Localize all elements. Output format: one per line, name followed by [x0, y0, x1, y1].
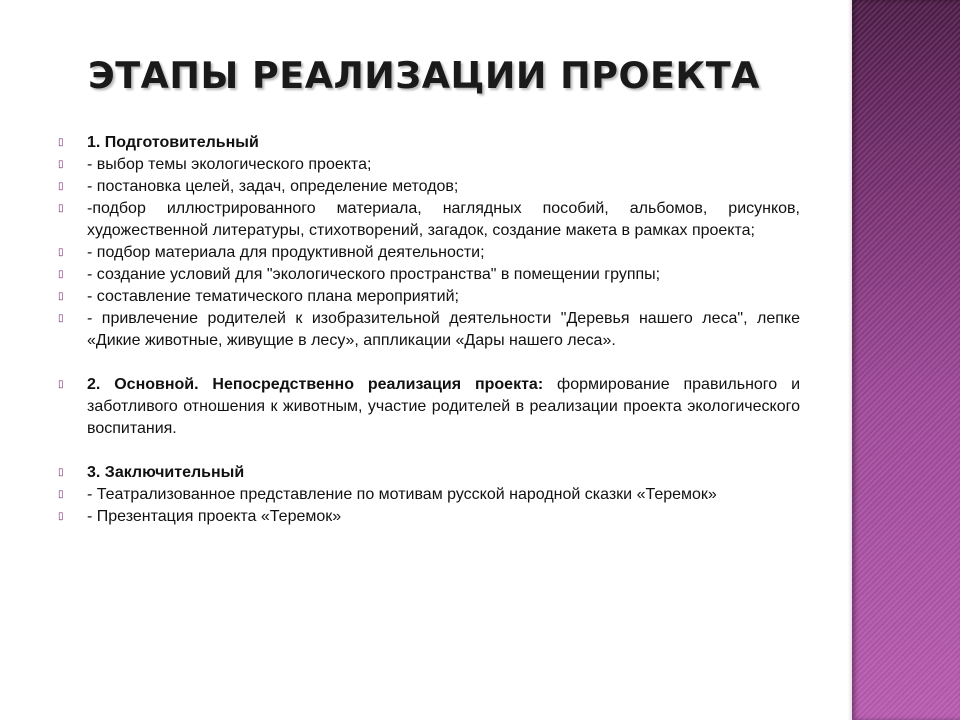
stages-list [58, 132, 800, 528]
stage3-item-2: ▯ - Презентация проекта «Теремок» [58, 506, 800, 528]
stage1-item-5: ▯ - создание условий для "экологического пространства" в помещении группы; [58, 264, 800, 286]
slide-title: ЭТАПЫ РЕАЛИЗАЦИИ ПРОЕКТА [88, 54, 760, 97]
stage3-item-1: ▯ - Театрализованное представление по мотивам русской народной сказки «Теремок» [58, 484, 800, 506]
stage1-item-4: ▯ - подбор материала для продуктивной деятельности; [58, 242, 800, 264]
decorative-side-band [852, 0, 960, 720]
stage1-heading: ▯ 1. Подготовительный [58, 132, 800, 154]
stage1-item-2: ▯ - постановка целей, задач, определение методов; [58, 176, 800, 198]
stage2-paragraph [58, 374, 800, 440]
stage1-item-3: ▯ -подбор иллюстрированного материала, наглядных пособий, альбомов, рисунков, художественной литературы, стихотворений, загадок, создание макета в рамках проекта; [58, 198, 800, 242]
stage1-item-7: ▯ - привлечение родителей к изобразительной деятельности "Деревья нашего леса", лепке «Дикие животные, живущие в лесу», аппликации «Дары нашего леса». [58, 308, 800, 352]
spacer [58, 352, 800, 374]
stage2-text: формирование правильного и заботливого отношения к животным, участие родителей в реализации проекта экологического воспитания. [87, 376, 801, 437]
spacer [58, 440, 800, 462]
stage1-item-1: ▯ - выбор темы экологического проекта; [58, 154, 800, 176]
stage1-item-6: ▯ - составление тематического плана мероприятий; [58, 286, 800, 308]
stage3-heading: ▯ 3. Заключительный [58, 462, 800, 484]
stage2-heading: 2. Основной. Непосредственно реализация проекта: [87, 376, 544, 393]
